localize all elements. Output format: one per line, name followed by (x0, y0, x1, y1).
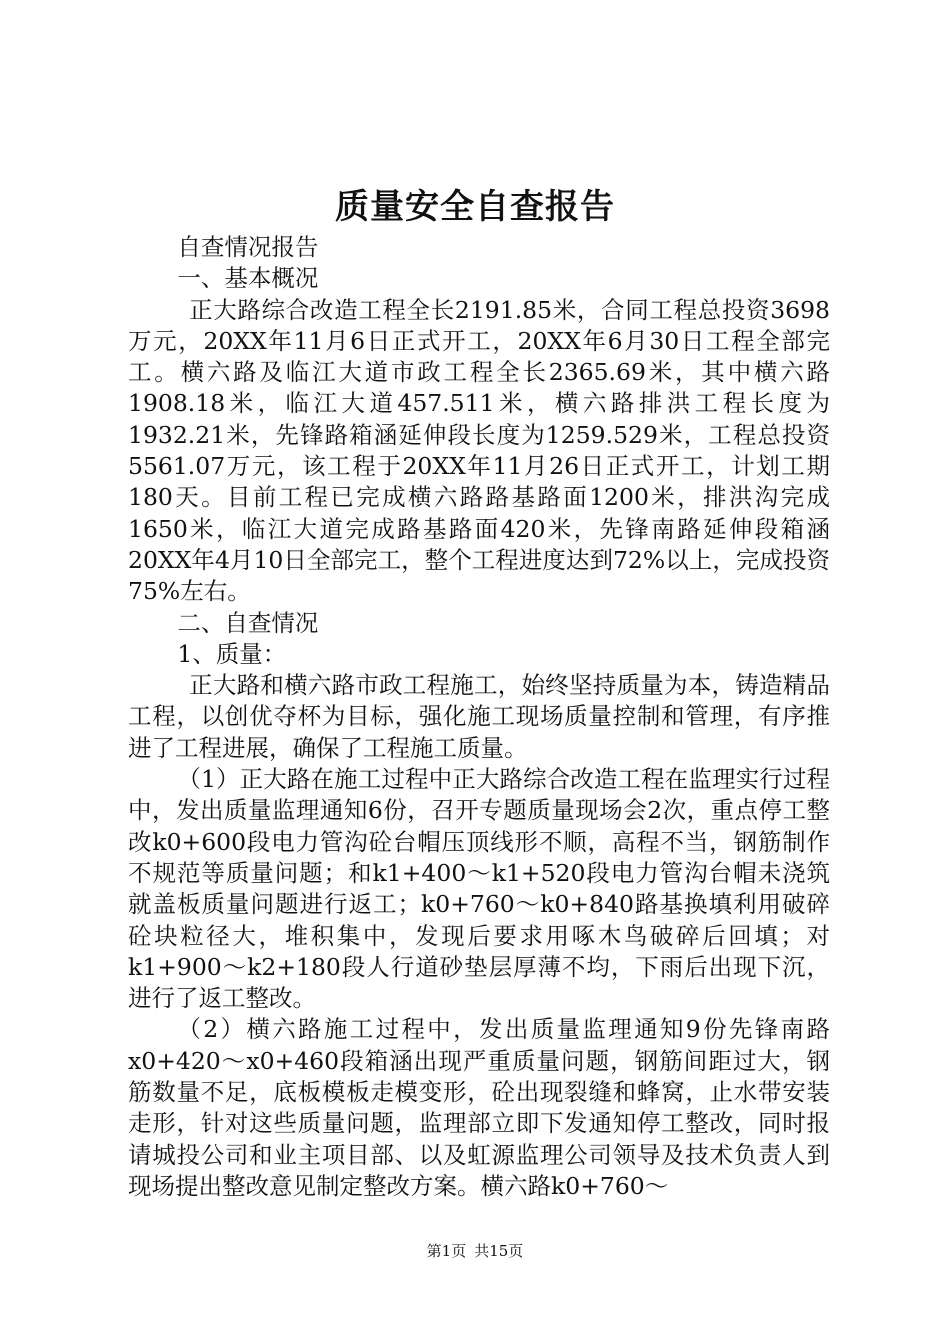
paragraph-overview: 正大路综合改造工程全长2191.85米，合同工程总投资3698万元，20XX年11月6日正式开工，20XX年6月30日工程全部完工。横六路及临江大道市政工程全长2365.69米，其中横六路1908.18米，临江大道457.511米，横六路排洪工程长度为1932.21米，先锋路箱涵延伸段长度为1259.529米，工程总投资5561.07万元，该工程于20XX年11月26日正式开工，计划工期180天。目前工程已完成横六路路基路面1200米，排洪沟完成1650米，临江大道完成路基路面420米，先锋南路延伸段箱涵20XX年4月10日全部完工，整个工程进度达到72%以上，完成投资75%左右。 (128, 295, 830, 606)
page-footer (0, 1240, 950, 1262)
subsection-heading-quality: 1、质量： (177, 639, 287, 668)
document-body (128, 232, 830, 1202)
document-title: 质量安全自查报告 (335, 187, 615, 227)
section-heading-self-check: 二、自查情况 (177, 608, 319, 637)
paragraph-quality-item-2: （2）横六路施工过程中，发出质量监理通知9份先锋南路x0+420～x0+460段箱涵出现严重质量问题，钢筋间距过大，钢筋数量不足，底板模板走模变形，砼出现裂缝和蜂窝，止水带安装走形，针对这些质量问题，监理部立即下发通知停工整改，同时报请城投公司和业主项目部、以及虹源监理公司领导及技术负责人到现场提出整改意见制定整改方案。横六路k0+760～ (128, 1015, 830, 1200)
paragraph-quality-item-1: （1）正大路在施工过程中正大路综合改造工程在监理实行过程中，发出质量监理通知6份，召开专题质量现场会2次，重点停工整改k0+600段电力管沟砼台帽压顶线形不顺，高程不当，钢筋制作不规范等质量问题；和k1+400～k1+520段电力管沟台帽未浇筑就盖板质量问题进行返工；k0+760～k0+840路基换填利用破碎砼块粒径大，堆积集中，发现后要求用啄木鸟破碎后回填；对k1+900～k2+180段人行道砂垫层厚薄不均，下雨后出现下沉，进行了返工整改。 (128, 765, 830, 1013)
page-number: 第1页 (426, 1242, 467, 1260)
page-total: 共15页 (474, 1242, 524, 1260)
section-heading-overview: 一、基本概况 (177, 264, 319, 293)
paragraph-heading-report: 自查情况报告 (177, 233, 319, 261)
paragraph-quality-summary: 正大路和横六路市政工程施工，始终坚持质量为本，铸造精品工程，以创优夺杯为目标，强化施工现场质量控制和管理，有序推进了工程进展，确保了工程施工质量。 (128, 671, 830, 762)
